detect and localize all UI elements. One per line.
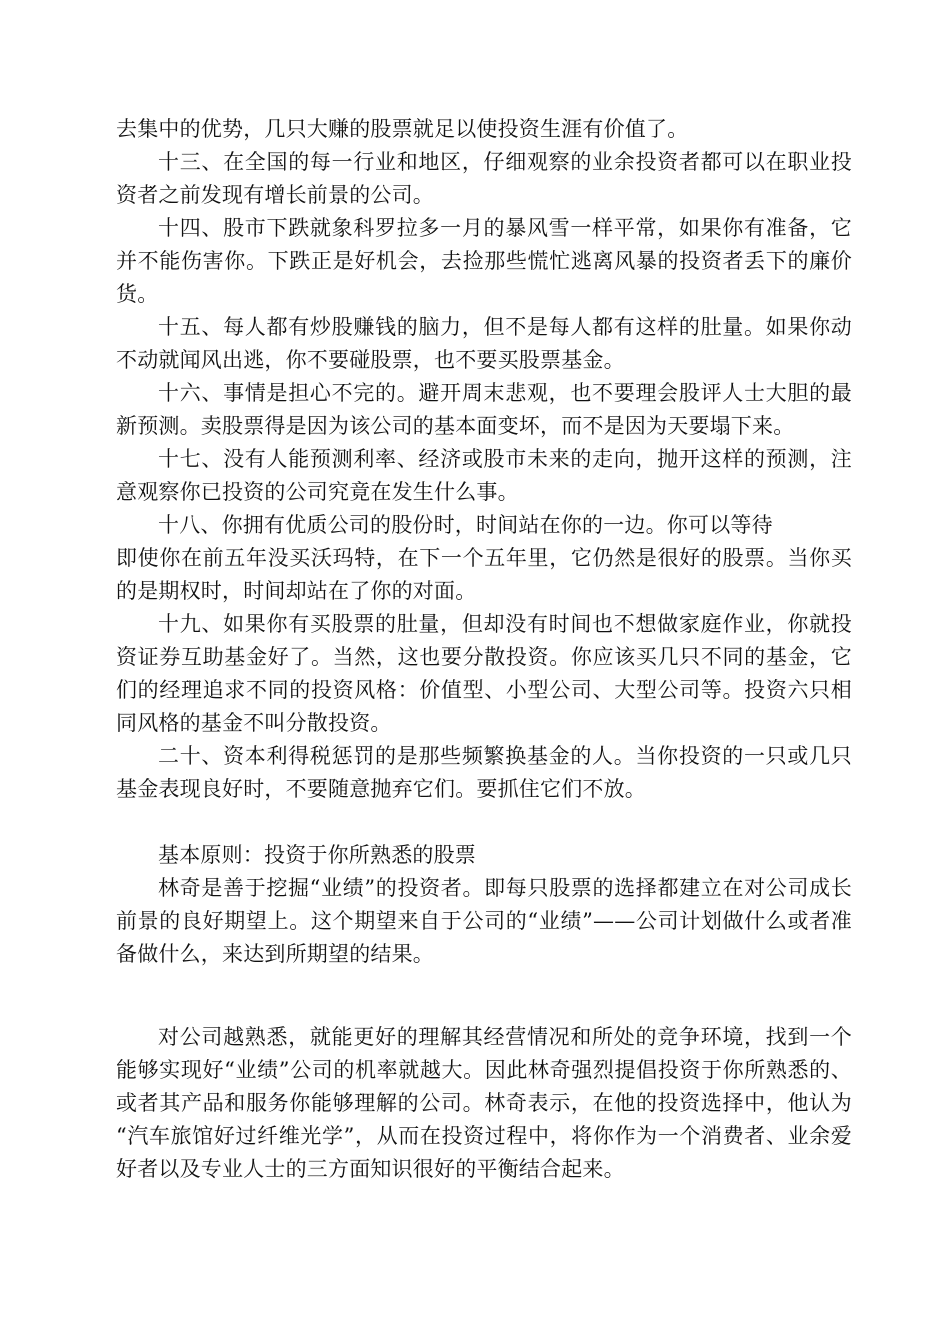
document-page: [116, 113, 852, 1186]
paragraph-rule-14: 十四、股市下跌就象科罗拉多一月的暴风雪一样平常，如果你有准备，它并不能伤害你。下跌正是好机会，去捡那些慌忙逃离风暴的投资者丢下的廉价货。: [116, 216, 852, 306]
paragraph-rule-18: 十八、你拥有优质公司的股份时，时间站在你的一边。你可以等待: [158, 513, 773, 537]
spacer: [116, 806, 852, 839]
paragraph-rule-15: 十五、每人都有炒股赚钱的脑力，但不是每人都有这样的肚量。如果你动不动就闻风出逃，你不要碰股票，也不要买股票基金。: [116, 315, 852, 372]
paragraph-rule-16: 十六、事情是担心不完的。避开周末悲观，也不要理会股评人士大胆的最新预测。卖股票得是因为该公司的基本面变坏，而不是因为天要塌下来。: [116, 381, 852, 438]
paragraph-rule-13: 十三、在全国的每一行业和地区，仔细观察的业余投资者都可以在职业投资者之前发现有增长前景的公司。: [116, 150, 852, 207]
paragraph-lynch-intro: 林奇是善于挖掘“业绩”的投资者。即每只股票的选择都建立在对公司成长前景的良好期望上。这个期望来自于公司的“业绩”——公司计划做什么或者准备做什么，来达到所期望的结果。: [116, 876, 852, 966]
paragraph-rule-20: 二十、资本利得税惩罚的是那些频繁换基金的人。当你投资的一只或几只基金表现良好时，不要随意抛弃它们。要抓住它们不放。: [116, 744, 852, 801]
paragraph-lynch-familiarity: 对公司越熟悉，就能更好的理解其经营情况和所处的竞争环境，找到一个能够实现好“业绩”公司的机率就越大。因此林奇强烈提倡投资于你所熟悉的、或者其产品和服务你能够理解的公司。林奇表示，在他的投资选择中，他认为 “汽车旅馆好过纤维光学”，从而在投资过程中，将你作为一个消费者、业余爱好者以及专业人士的三方面知识很好的平衡结合起来。: [116, 1025, 852, 1181]
paragraph-continuation: 去集中的优势，几只大赚的股票就足以使投资生涯有价值了。: [116, 117, 689, 141]
spacer: [116, 971, 852, 1021]
paragraph-rule-19: 十九、如果你有买股票的肚量，但却没有时间也不想做家庭作业，你就投资证券互助基金好了。当然，这也要分散投资。你应该买几只不同的基金，它们的经理追求不同的投资风格：价值型、小型公司、大型公司等。投资六只相同风格的基金不叫分散投资。: [116, 612, 852, 735]
section-heading: 基本原则：投资于你所熟悉的股票: [158, 843, 476, 867]
paragraph-rule-18-continued: 即使你在前五年没买沃玛特，在下一个五年里，它仍然是很好的股票。当你买的是期权时，时间却站在了你的对面。: [116, 546, 852, 603]
paragraph-rule-17: 十七、没有人能预测利率、经济或股市未来的走向，抛开这样的预测，注意观察你已投资的公司究竟在发生什么事。: [116, 447, 852, 504]
